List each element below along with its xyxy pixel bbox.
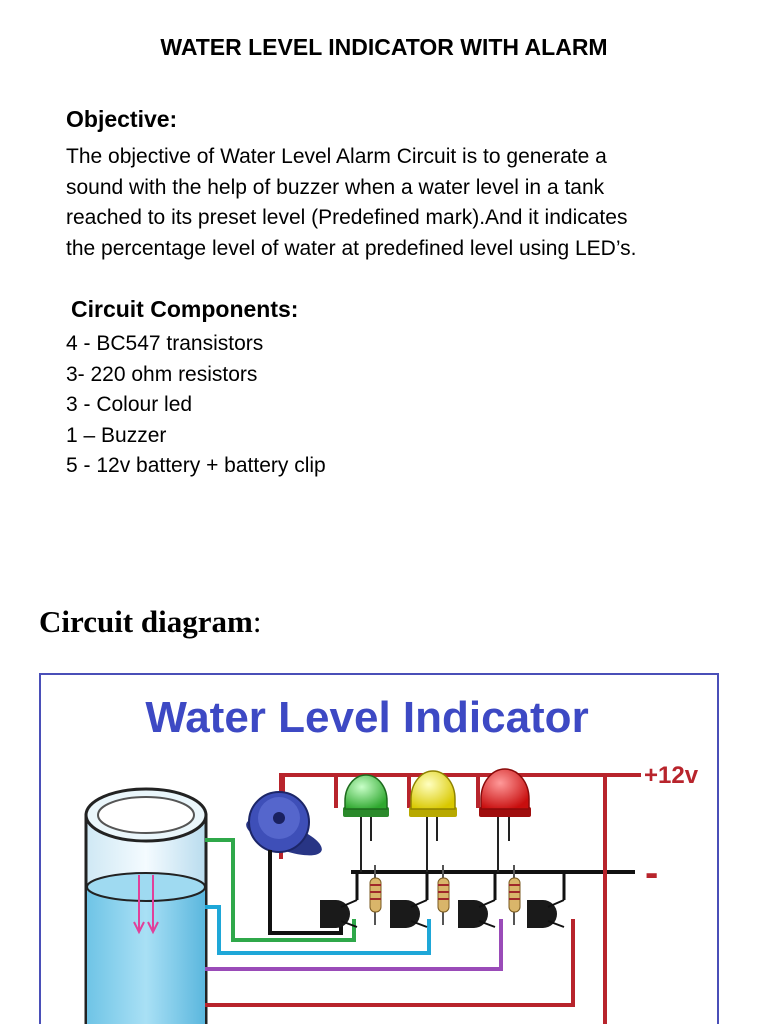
objective-text <box>66 142 716 264</box>
diagram-heading-text: Circuit diagram <box>39 604 253 639</box>
objective-line: The objective of Water Level Alarm Circuit is to generate a <box>66 145 607 168</box>
red-led-icon <box>479 769 531 872</box>
plus-12v-label: +12v <box>644 762 699 789</box>
objective-line: sound with the help of buzzer when a water level in a tank <box>66 175 605 199</box>
diagram-heading-colon: : <box>252 604 262 639</box>
diagram-title: Water Level Indicator <box>145 693 589 742</box>
transistor-icon <box>320 900 357 928</box>
transistor-emitter-wires <box>357 872 564 900</box>
objective-line: reached to its preset level (Predefined mark).And it indicates <box>66 206 628 229</box>
circuit-diagram <box>39 673 719 1024</box>
red-probe-wire <box>205 919 573 1005</box>
list-item: 4 - BC547 transistors <box>66 332 264 355</box>
list-item: 3- 220 ohm resistors <box>66 362 258 386</box>
objective-line: the percentage level of water at predefined level using LED’s. <box>66 236 637 260</box>
objective-heading: Objective: <box>66 106 178 132</box>
transistor-icon <box>527 900 564 928</box>
green-led-icon <box>343 775 389 872</box>
list-item: 3 - Colour led <box>66 393 193 416</box>
list-item: 1 – Buzzer <box>66 423 167 447</box>
yellow-led-icon <box>409 771 457 872</box>
components-list <box>66 329 326 482</box>
list-item: 5 - 12v battery + battery clip <box>66 454 326 477</box>
page-title: WATER LEVEL INDICATOR WITH ALARM <box>160 34 608 60</box>
transistor-icon <box>390 900 427 928</box>
diagram-heading <box>39 604 261 640</box>
transistor-icon <box>458 900 495 928</box>
buzzer-icon <box>242 792 326 863</box>
minus-label: - <box>645 851 659 895</box>
water-tank <box>86 789 206 1024</box>
circuit-svg <box>41 675 719 1024</box>
components-heading: Circuit Components: <box>71 296 299 322</box>
